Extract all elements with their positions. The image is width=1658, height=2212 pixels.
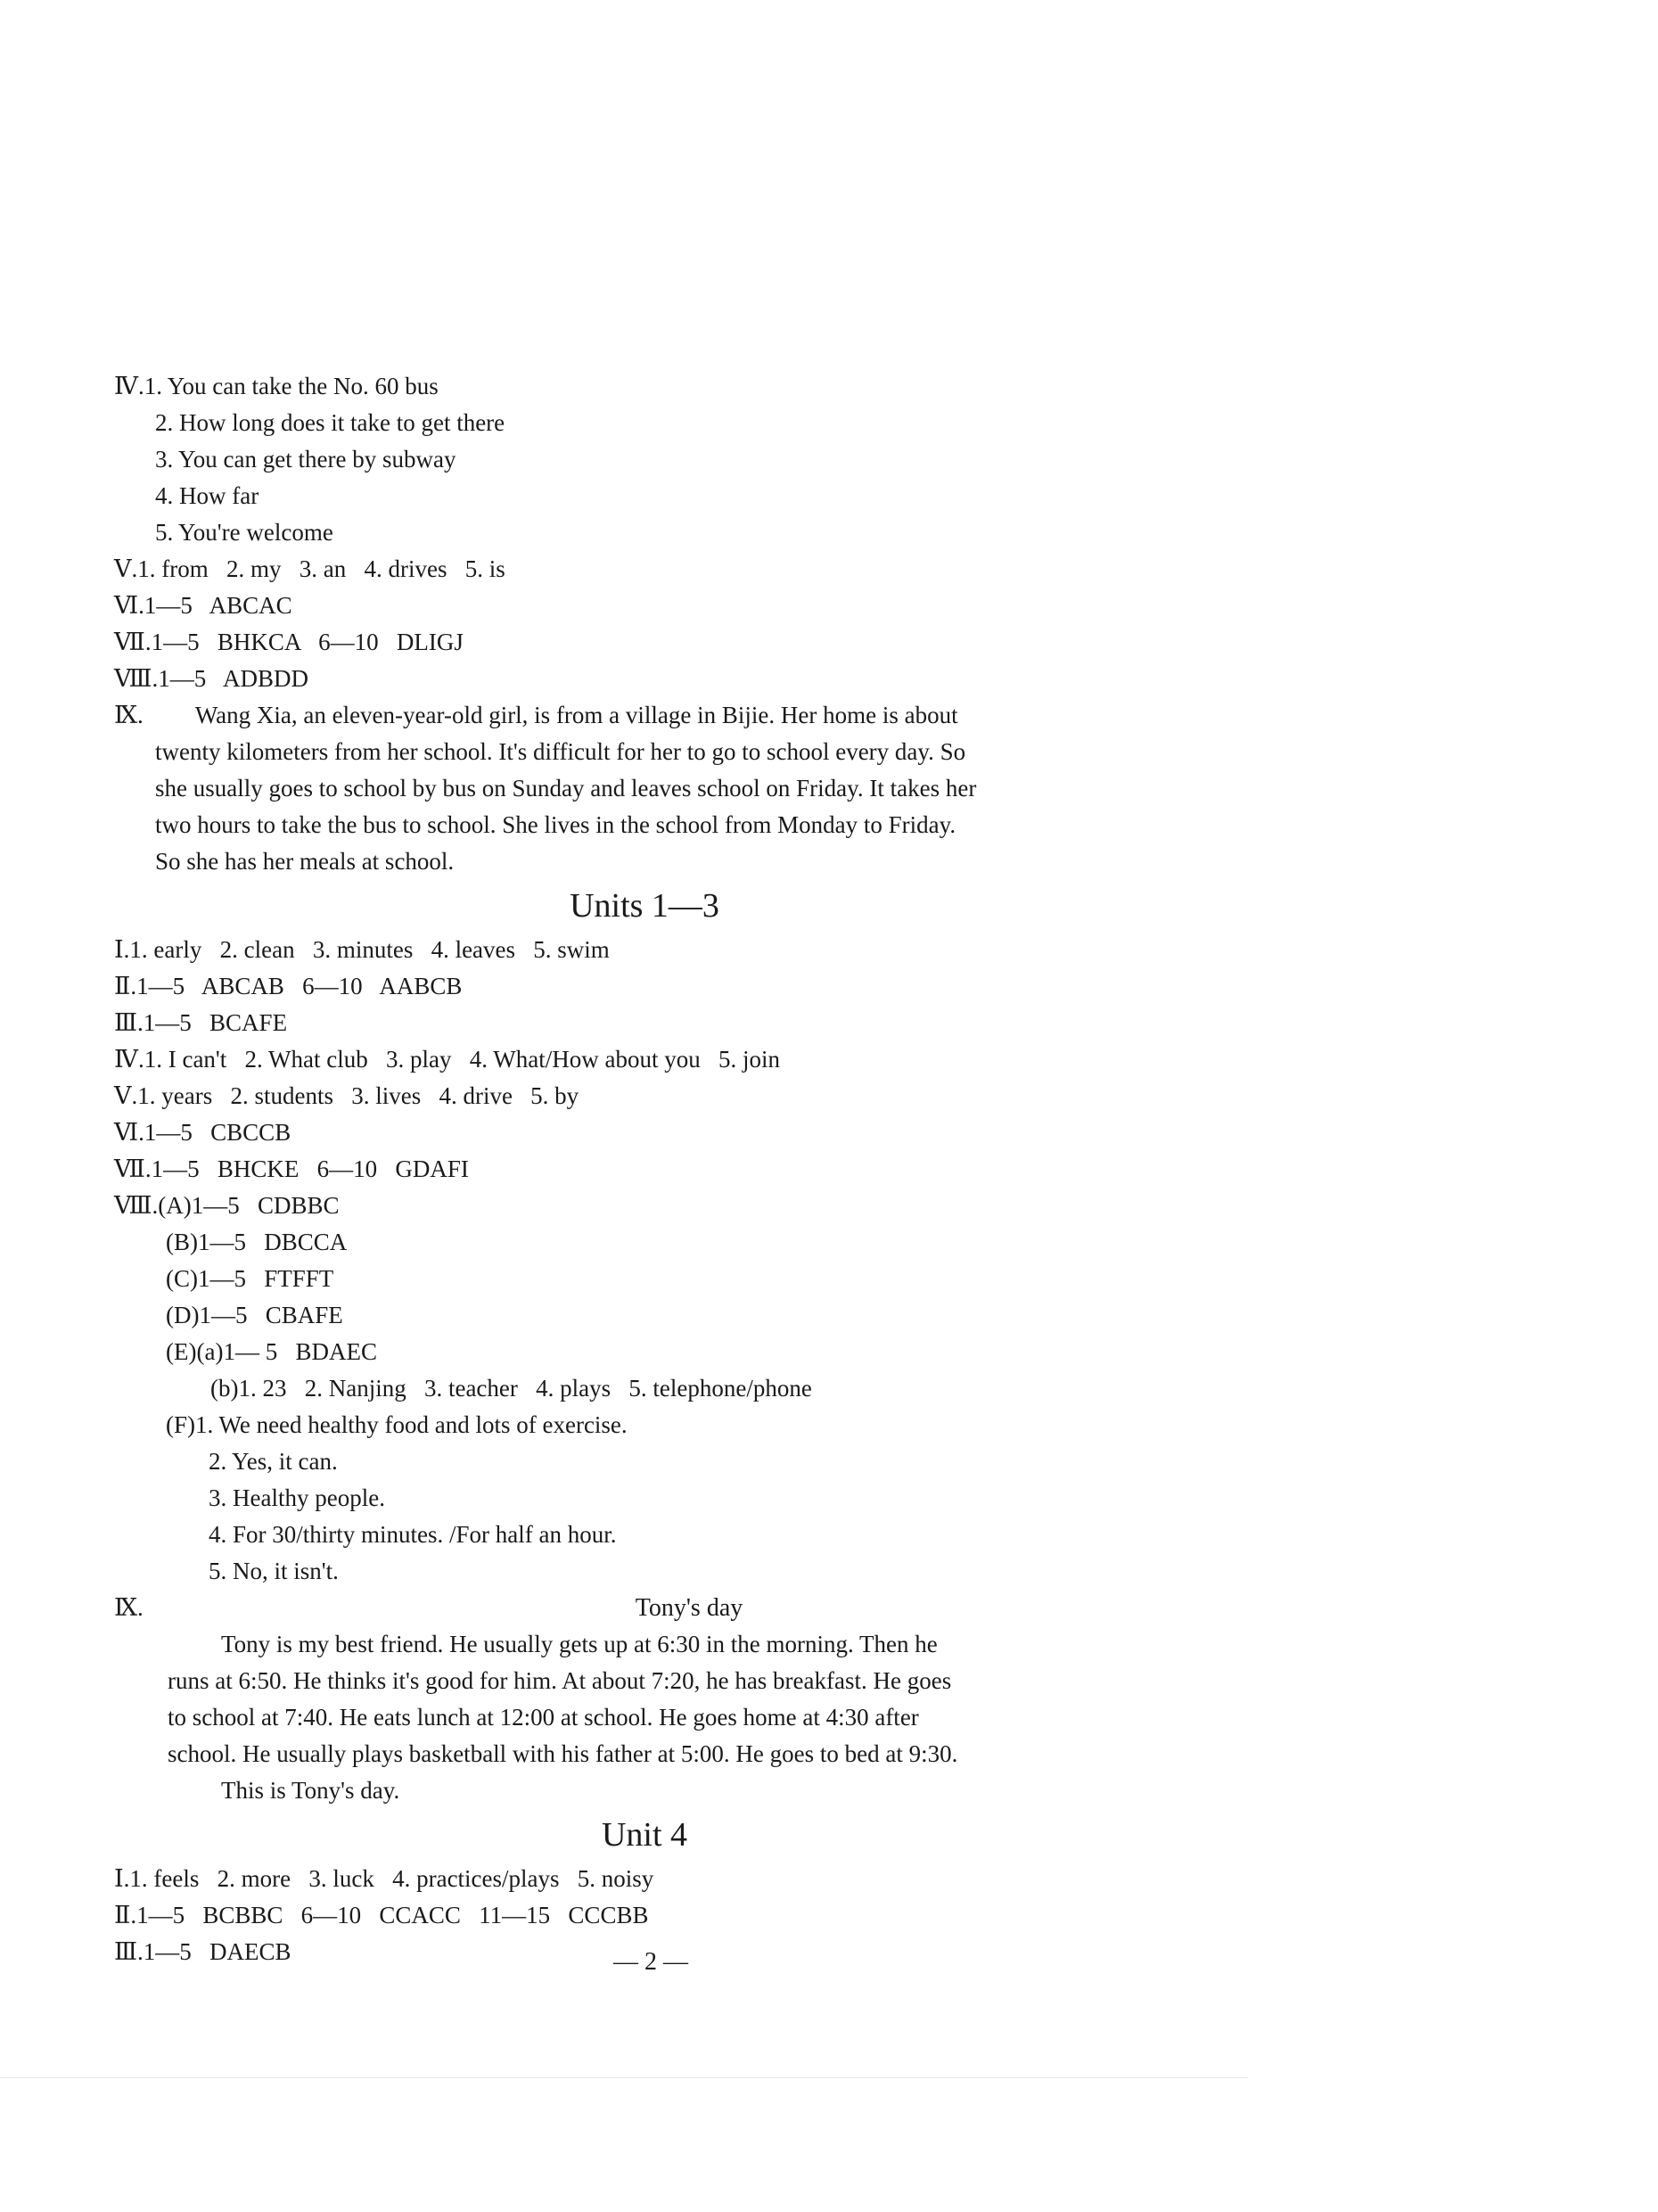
units13-ix-label: Ⅸ. <box>114 1594 144 1621</box>
essay-line-3: to school at 7:40. He eats lunch at 12:00 at school. He goes home at 4:30 after <box>168 1704 919 1731</box>
answer-content <box>114 368 1211 1970</box>
units13-viii-b: (B)1—5 DBCCA <box>166 1229 348 1255</box>
essay-line-2: runs at 6:50. He thinks it's good for him. At about 7:20, he has breakfast. He goes <box>168 1667 952 1694</box>
unit4-i: Ⅰ.1. feels 2. more 3. luck 4. practices/plays 5. noisy <box>114 1865 654 1892</box>
section-label: Ⅳ. <box>114 373 144 399</box>
section-label: Ⅸ. <box>114 702 144 728</box>
scan-edge-line <box>0 2077 1248 2078</box>
answer-iv-4: 4. How far <box>155 482 259 509</box>
heading-unit-4: Unit 4 <box>601 1816 688 1854</box>
units13-viii-f-5: 5. No, it isn't. <box>209 1558 339 1584</box>
unit4-iii: Ⅲ.1—5 DAECB <box>114 1938 291 1965</box>
units13-ii: Ⅱ.1—5 ABCAB 6—10 AABCB <box>114 973 463 999</box>
page-number: — 2 — <box>613 1948 688 1976</box>
answer-ix-line-4: two hours to take the bus to school. She lives in the school from Monday to Friday. <box>155 811 956 838</box>
units13-vi: Ⅵ.1—5 CBCCB <box>114 1119 291 1146</box>
units13-viii-f-1: (F)1. We need healthy food and lots of exercise. <box>166 1411 628 1438</box>
units13-viii-a: Ⅷ.(A)1—5 CDBBC <box>114 1192 340 1219</box>
answer-iv-3: 3. You can get there by subway <box>155 446 456 473</box>
units13-i: Ⅰ.1. early 2. clean 3. minutes 4. leaves 5. swim <box>114 936 610 963</box>
essay-line-1: Tony is my best friend. He usually gets up at 6:30 in the morning. Then he <box>221 1631 938 1657</box>
essay-title: Tony's day <box>635 1594 743 1622</box>
answer-iv-2: 2. How long does it take to get there <box>155 409 505 436</box>
units13-viii-f-4: 4. For 30/thirty minutes. /For half an hour. <box>209 1521 617 1548</box>
answer-ix-line-2: twenty kilometers from her school. It's difficult for her to go to school every day. So <box>155 738 966 765</box>
heading-units-1-3: Units 1—3 <box>570 887 719 925</box>
units13-viii-e-a: (E)(a)1— 5 BDAEC <box>166 1338 377 1365</box>
answer-iv-1: Ⅳ.1. You can take the No. 60 bus <box>114 373 439 399</box>
essay-line-5: This is Tony's day. <box>221 1777 400 1804</box>
unit4-ii: Ⅱ.1—5 BCBBC 6—10 CCACC 11—15 CCCBB <box>114 1902 649 1928</box>
answer-vii: Ⅶ.1—5 BHKCA 6—10 DLIGJ <box>114 629 464 655</box>
units13-vii: Ⅶ.1—5 BHCKE 6—10 GDAFI <box>114 1155 469 1182</box>
units13-viii-f-3: 3. Healthy people. <box>209 1484 385 1511</box>
answer-ix-line-5: So she has her meals at school. <box>155 848 455 875</box>
units13-v: Ⅴ.1. years 2. students 3. lives 4. drive 5. by <box>114 1082 579 1109</box>
answer-ix-line-1: Ⅸ. Wang Xia, an eleven-year-old girl, is from a village in Bijie. Her home is about <box>114 702 958 728</box>
units13-viii-f-2: 2. Yes, it can. <box>209 1448 338 1475</box>
units13-viii-e-b: (b)1. 23 2. Nanjing 3. teacher 4. plays 5. telephone/phone <box>210 1375 812 1402</box>
units13-iii: Ⅲ.1—5 BCAFE <box>114 1009 288 1036</box>
answer-iv-5: 5. You're welcome <box>155 519 333 546</box>
units13-iv: Ⅳ.1. I can't 2. What club 3. play 4. What/How about you 5. join <box>114 1046 780 1073</box>
answer-viii: Ⅷ.1—5 ADBDD <box>114 665 309 692</box>
answer-ix-line-3: she usually goes to school by bus on Sunday and leaves school on Friday. It takes her <box>155 775 977 802</box>
units13-viii-c: (C)1—5 FTFFT <box>166 1265 334 1292</box>
units13-viii-d: (D)1—5 CBAFE <box>166 1302 343 1328</box>
answer-vi: Ⅵ.1—5 ABCAC <box>114 592 292 619</box>
essay-line-4: school. He usually plays basketball with his father at 5:00. He goes to bed at 9:30. <box>168 1740 958 1767</box>
answer-v: Ⅴ.1. from 2. my 3. an 4. drives 5. is <box>114 555 505 582</box>
